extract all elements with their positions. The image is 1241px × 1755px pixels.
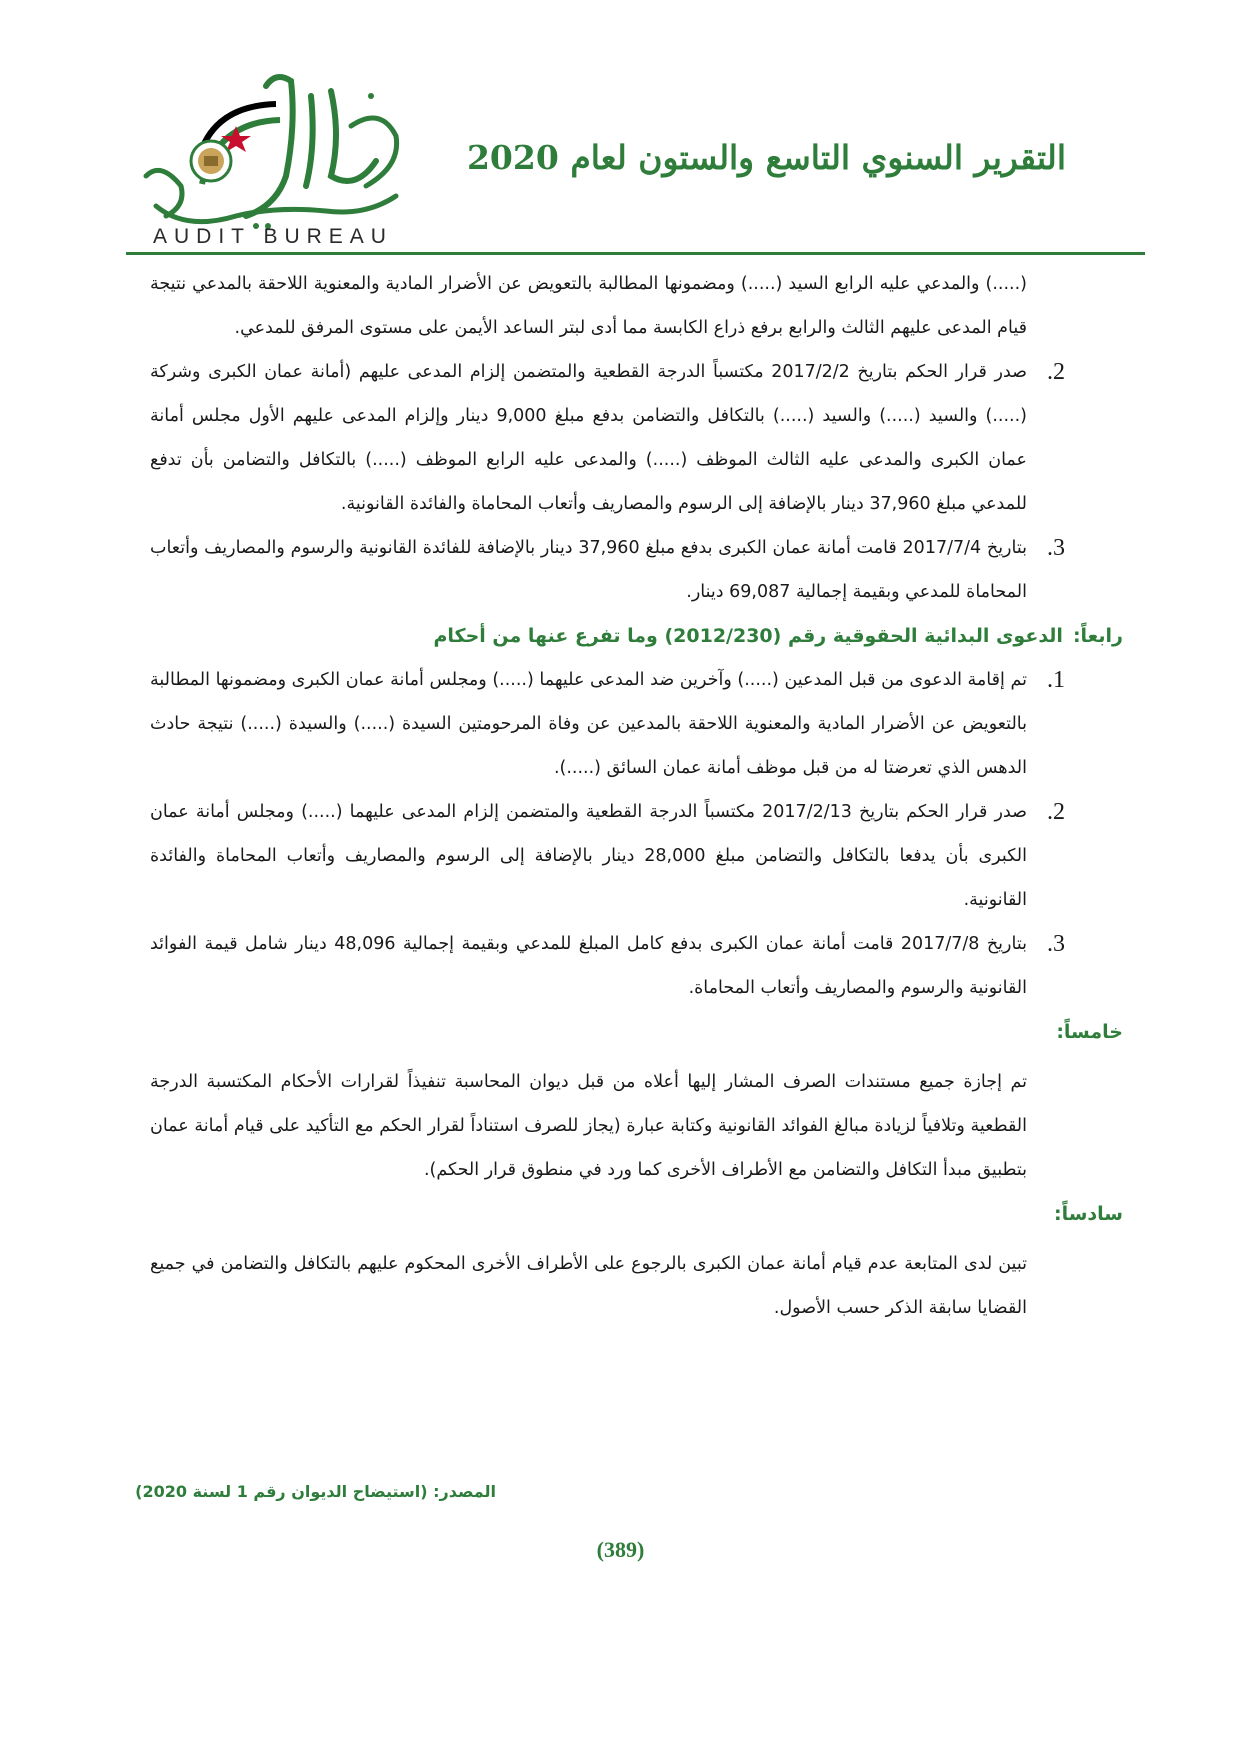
continued-paragraph: (.....) والمدعي عليه الرابع السيد (.....) ومضمونها المطالبة بالتعويض عن الأضرار المادية والمعنوية اللاحقة بالمدعي نتيجة قيام المدعى عليهم الثالث والرابع برفع ذراع الكابسة مما أدى لبتر الساعد الأيمن على مستوى المرفق للمدعي. bbox=[150, 274, 1027, 338]
item-text: تم إقامة الدعوى من قبل المدعين (.....) وآخرين ضد المدعى عليهما (.....) ومجلس أمانة عمان الكبرى ومضمونها المطالبة بالتعويض عن الأضرار المادية والمعنوية اللاحقة بالمدعين عن وفاة المرحومتين السيدة (.....) والسيدة (.....) نتيجة حادث الدهس الذي تعرضتا له من قبل موظف أمانة عمان السائق (.....). bbox=[150, 670, 1027, 778]
section-label: خامساً: bbox=[1056, 1021, 1123, 1043]
list-item bbox=[150, 350, 1085, 526]
section-5-paragraph: تم إجازة جميع مستندات الصرف المشار إليها أعلاه من قبل ديوان المحاسبة تنفيذاً لقرارات الأحكام المكتسبة الدرجة القطعية وتلافياً لزيادة مبالغ الفوائد القانونية وكتابة عبارة (يجاز للصرف استناداً لقرار الحكم مع التأكيد على قيام أمانة عمان بتطبيق مبدأ التكافل والتضامن مع الأطراف الأخرى كما ورد في منطوق قرار الحكم). bbox=[150, 1072, 1027, 1180]
logo-subtitle: AUDIT BUREAU bbox=[153, 225, 393, 248]
item-number: 2. bbox=[1047, 359, 1065, 385]
header-divider bbox=[126, 252, 1145, 255]
report-title: التقرير السنوي التاسع والستون لعام 2020 bbox=[466, 138, 1066, 177]
item-text: بتاريخ 2017/7/8 قامت أمانة عمان الكبرى بدفع كامل المبلغ للمدعي وبقيمة إجمالية 48,096 دينار شامل قيمة الفوائد القانونية والرسوم والمصاريف وأتعاب المحاماة. bbox=[150, 934, 1027, 998]
section-heading-6 bbox=[150, 1192, 1123, 1236]
section-heading-4 bbox=[150, 614, 1123, 658]
list-item bbox=[150, 790, 1085, 922]
item-text: صدر قرار الحكم بتاريخ 2017/2/2 مكتسباً الدرجة القطعية والمتضمن إلزام المدعى عليهم (أمانة عمان الكبرى وشركة (.....) والسيد (.....) والسيد (.....) بالتكافل والتضامن بدفع مبلغ 9,000 دينار وإلزام المدعى عليهم الأول مجلس أمانة عمان الكبرى والمدعى عليه الثالث الموظف (.....) والمدعى عليه الرابع الموظف (.....) بالتكافل والتضامن بأن تدفع للمدعي مبلغ 37,960 دينار بالإضافة إلى الرسوم والمصاريف وأتعاب المحاماة والفائدة القانونية. bbox=[150, 362, 1027, 514]
page-content bbox=[150, 262, 1123, 1330]
section-label: رابعاً: bbox=[1072, 625, 1123, 647]
audit-bureau-logo bbox=[126, 66, 426, 246]
page-number: (389) bbox=[596, 1537, 645, 1562]
list-item bbox=[150, 922, 1085, 1010]
section-label: سادساً: bbox=[1054, 1203, 1123, 1225]
section-6-paragraph: تبين لدى المتابعة عدم قيام أمانة عمان الكبرى بالرجوع على الأطراف الأخرى المحكوم عليهم بالتكافل والتضامن في جميع القضايا سابقة الذكر حسب الأصول. bbox=[150, 1254, 1027, 1318]
item-number: 3. bbox=[1047, 931, 1065, 957]
item-number: 2. bbox=[1047, 799, 1065, 825]
page-header bbox=[0, 0, 1241, 260]
item-number: 3. bbox=[1047, 535, 1065, 561]
section-title: الدعوى البدائية الحقوقية رقم (2012/230) وما تفرع عنها من أحكام bbox=[433, 625, 1063, 647]
source-note: المصدر: (استيضاح الديوان رقم 1 لسنة 2020) bbox=[135, 1482, 496, 1501]
item-text: صدر قرار الحكم بتاريخ 2017/2/13 مكتسباً الدرجة القطعية والمتضمن إلزام المدعى عليهما (.....) ومجلس أمانة عمان الكبرى بأن يدفعا بالتكافل والتضامن مبلغ 28,000 دينار بالإضافة إلى الرسوم والمصاريف وأتعاب المحاماة والفائدة القانونية. bbox=[150, 802, 1028, 910]
item-text: بتاريخ 2017/7/4 قامت أمانة عمان الكبرى بدفع مبلغ 37,960 دينار بالإضافة للفائدة القانونية والرسوم والمصاريف وأتعاب المحاماة للمدعي وبقيمة إجمالية 69,087 دينار. bbox=[150, 538, 1027, 602]
list-item bbox=[150, 526, 1085, 614]
list-item bbox=[150, 658, 1085, 790]
section-heading-5 bbox=[150, 1010, 1123, 1054]
item-number: 1. bbox=[1047, 667, 1065, 693]
